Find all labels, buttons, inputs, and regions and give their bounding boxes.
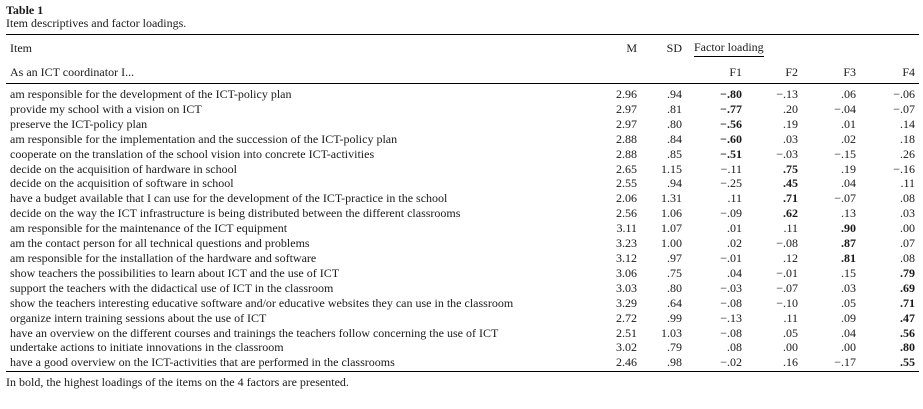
table-row [6,266,919,281]
f4-cell: .80 [900,340,916,355]
item-cell: decide on the acquisition of hardware in school [10,161,237,176]
mean-cell: 2.06 [616,191,637,206]
table-row [6,236,919,251]
header-row [6,35,919,63]
mean-cell: 3.03 [616,280,637,295]
f3-cell: .06 [841,87,856,101]
header-item: Item [6,35,592,63]
mean-cell: 2.97 [616,116,637,131]
f2-cell: .75 [783,161,798,176]
f1-cell: −.51 [720,146,742,161]
f3-cell: −.04 [834,101,856,116]
f4-cell: .47 [900,310,916,325]
mean-cell: 2.55 [616,176,637,191]
item-cell: support the teachers with the didactical use of ICT in the classroom [10,280,334,295]
f2-cell: −.13 [776,87,798,101]
subheader-row [6,62,919,84]
sd-cell: .75 [667,265,682,280]
table-row [6,117,919,132]
f4-cell: −.06 [893,87,916,101]
f3-cell: .03 [841,280,856,295]
sd-cell: .99 [667,310,682,325]
header-sd: SD [641,35,686,63]
f1-cell: −.11 [720,161,742,176]
sd-cell: .98 [641,355,686,371]
f1-cell: .02 [727,236,742,251]
header-blank-sd [641,62,686,84]
f1-cell: −.03 [720,280,742,295]
f4-cell: .55 [860,355,919,371]
table-body [6,84,919,372]
factor-loadings-table [6,34,919,372]
f3-cell: .81 [841,250,856,265]
table-row [6,191,919,206]
sd-cell: .85 [667,146,682,161]
f3-cell: .02 [841,131,856,146]
f2-cell: .00 [783,340,798,355]
f4-cell: .14 [900,116,916,131]
sd-cell: .64 [667,295,682,310]
f3-cell: .01 [841,116,856,131]
table-row [6,251,919,266]
f1-cell: −.08 [720,295,742,310]
item-cell: decide on the acquisition of software in school [10,176,234,191]
sd-cell: .80 [667,116,682,131]
f1-cell: −.08 [720,325,742,340]
f1-cell: .04 [727,265,742,280]
header-f3: F3 [802,62,860,84]
factor-loading-label: Factor loading [694,40,764,57]
mean-cell: 2.88 [616,146,637,161]
f4-cell: .03 [900,206,916,221]
f1-cell: .11 [727,191,742,206]
item-cell: show the teachers interesting educative software and/or educative websites they can use in the classroom [10,295,514,310]
f3-cell: −.07 [834,191,856,206]
mean-cell: 3.11 [616,221,637,236]
f1-cell: −.56 [720,116,742,131]
f1-cell: −.02 [686,355,746,371]
f2-cell: .45 [783,176,798,191]
f4-cell: .08 [900,250,916,265]
f1-cell: −.77 [720,101,742,116]
f4-cell: .00 [900,221,916,236]
f2-cell: .12 [783,250,798,265]
table-row [6,311,919,326]
sd-cell: .81 [667,101,682,116]
header-blank-m [592,62,641,84]
f3-cell: .05 [841,295,856,310]
table-row [6,221,919,236]
table-row [6,84,919,102]
f2-cell: −.03 [776,146,798,161]
f2-cell: .62 [783,206,798,221]
item-cell: undertake actions to initiate innovations in the classroom [10,340,284,355]
f3-cell: .19 [841,161,856,176]
table-row [6,296,919,311]
item-cell: show teachers the possibilities to learn about ICT and the use of ICT [10,265,340,280]
sd-cell: 1.31 [661,191,682,206]
item-cell: am the contact person for all technical questions and problems [10,236,310,251]
f4-cell: .71 [900,295,916,310]
f2-cell: .19 [783,116,798,131]
mean-cell: 2.56 [616,206,637,221]
table-figure [6,4,919,389]
f2-cell: .03 [783,131,798,146]
f3-cell: .13 [841,206,856,221]
f1-cell: −.01 [720,250,742,265]
item-cell: have a good overview on the ICT-activities that are performed in the classrooms [6,355,592,371]
header-f4: F4 [860,62,919,84]
table-row [6,176,919,191]
header-f1: F1 [686,62,746,84]
table-note: In bold, the highest loadings of the items on the 4 factors are presented. [6,375,349,390]
header-f2: F2 [746,62,802,84]
table-caption: Item descriptives and factor loadings. [6,16,187,30]
mean-cell: 2.72 [616,310,637,325]
item-cell: decide on the way the ICT infrastructure is being distributed between the different classrooms [10,206,461,221]
f1-cell: .08 [727,340,742,355]
sd-cell: .79 [667,340,682,355]
f2-cell: .16 [746,355,802,371]
f4-cell: .18 [900,131,916,146]
table-row [6,102,919,117]
mean-cell: 2.46 [592,355,641,371]
f3-cell: .87 [841,236,856,251]
f2-cell: .05 [783,325,798,340]
sd-cell: 1.00 [661,236,682,251]
sd-cell: .94 [667,176,682,191]
item-cell: am responsible for the implementation and the succession of the ICT-policy plan [10,131,398,146]
table-label: Table 1 [6,3,44,17]
item-cell: have a budget available that I can use for the development of the ICT-practice in the school [10,191,448,206]
f3-cell: −.17 [802,355,860,371]
header-m: M [592,35,641,63]
item-cell: have an overview on the different courses and trainings the teachers follow concerning the use of ICT [10,325,499,340]
sd-cell: 1.07 [661,221,682,236]
f1-cell: .01 [727,221,742,236]
mean-cell: 2.65 [616,161,637,176]
mean-cell: 3.23 [616,236,637,251]
sd-cell: 1.03 [661,325,682,340]
sd-cell: .84 [667,131,682,146]
f4-cell: .56 [900,325,916,340]
item-cell: am responsible for the installation of the hardware and software [10,250,317,265]
sd-cell: 1.06 [661,206,682,221]
f4-cell: .11 [900,176,916,191]
table-row [6,147,919,162]
f1-cell: −.25 [720,176,742,191]
f4-cell: .69 [900,280,916,295]
f4-cell: −.16 [893,161,916,176]
f2-cell: −.08 [776,236,798,251]
sd-cell: .94 [667,87,682,101]
f3-cell: .00 [841,340,856,355]
f3-cell: .90 [841,221,856,236]
f2-cell: .20 [783,101,798,116]
sd-cell: .80 [667,280,682,295]
table-row [6,340,919,355]
f3-cell: .04 [841,325,856,340]
f4-cell: .26 [900,146,916,161]
mean-cell: 2.51 [616,325,637,340]
item-cell: am responsible for the development of the ICT-policy plan [10,87,292,101]
header-stem: As an ICT coordinator I... [6,62,592,84]
table-row [6,162,919,177]
f4-cell: −.07 [893,101,916,116]
sd-cell: 1.15 [661,161,682,176]
f2-cell: −.07 [776,280,798,295]
table-row [6,326,919,341]
item-cell: preserve the ICT-policy plan [10,116,148,131]
f1-cell: −.80 [720,87,742,101]
f2-cell: .11 [783,221,798,236]
f2-cell: .71 [783,191,798,206]
item-cell: organize intern training sessions about the use of ICT [10,310,267,325]
f1-cell: −.60 [720,131,742,146]
f1-cell: −.13 [720,310,742,325]
item-cell: cooperate on the translation of the school vision into concrete ICT-activities [10,146,375,161]
f3-cell: .15 [841,265,856,280]
mean-cell: 3.12 [616,250,637,265]
item-cell: am responsible for the maintenance of the ICT equipment [10,221,288,236]
mean-cell: 3.06 [616,265,637,280]
table-row [6,281,919,296]
f2-cell: −.10 [776,295,798,310]
mean-cell: 2.97 [616,101,637,116]
f4-cell: .07 [900,236,916,251]
header-factor-loading [686,35,919,63]
mean-cell: 3.02 [616,340,637,355]
f3-cell: .04 [841,176,856,191]
mean-cell: 3.29 [616,295,637,310]
table-row [6,206,919,221]
item-cell: provide my school with a vision on ICT [10,101,202,116]
f2-cell: .11 [783,310,798,325]
f1-cell: −.09 [720,206,742,221]
mean-cell: 2.96 [616,87,637,101]
f4-cell: .08 [900,191,916,206]
sd-cell: .97 [667,250,682,265]
f3-cell: .09 [841,310,856,325]
table-row [6,355,919,371]
f3-cell: −.15 [834,146,856,161]
mean-cell: 2.88 [616,131,637,146]
table-row [6,132,919,147]
f4-cell: .79 [900,265,916,280]
f2-cell: −.01 [776,265,798,280]
